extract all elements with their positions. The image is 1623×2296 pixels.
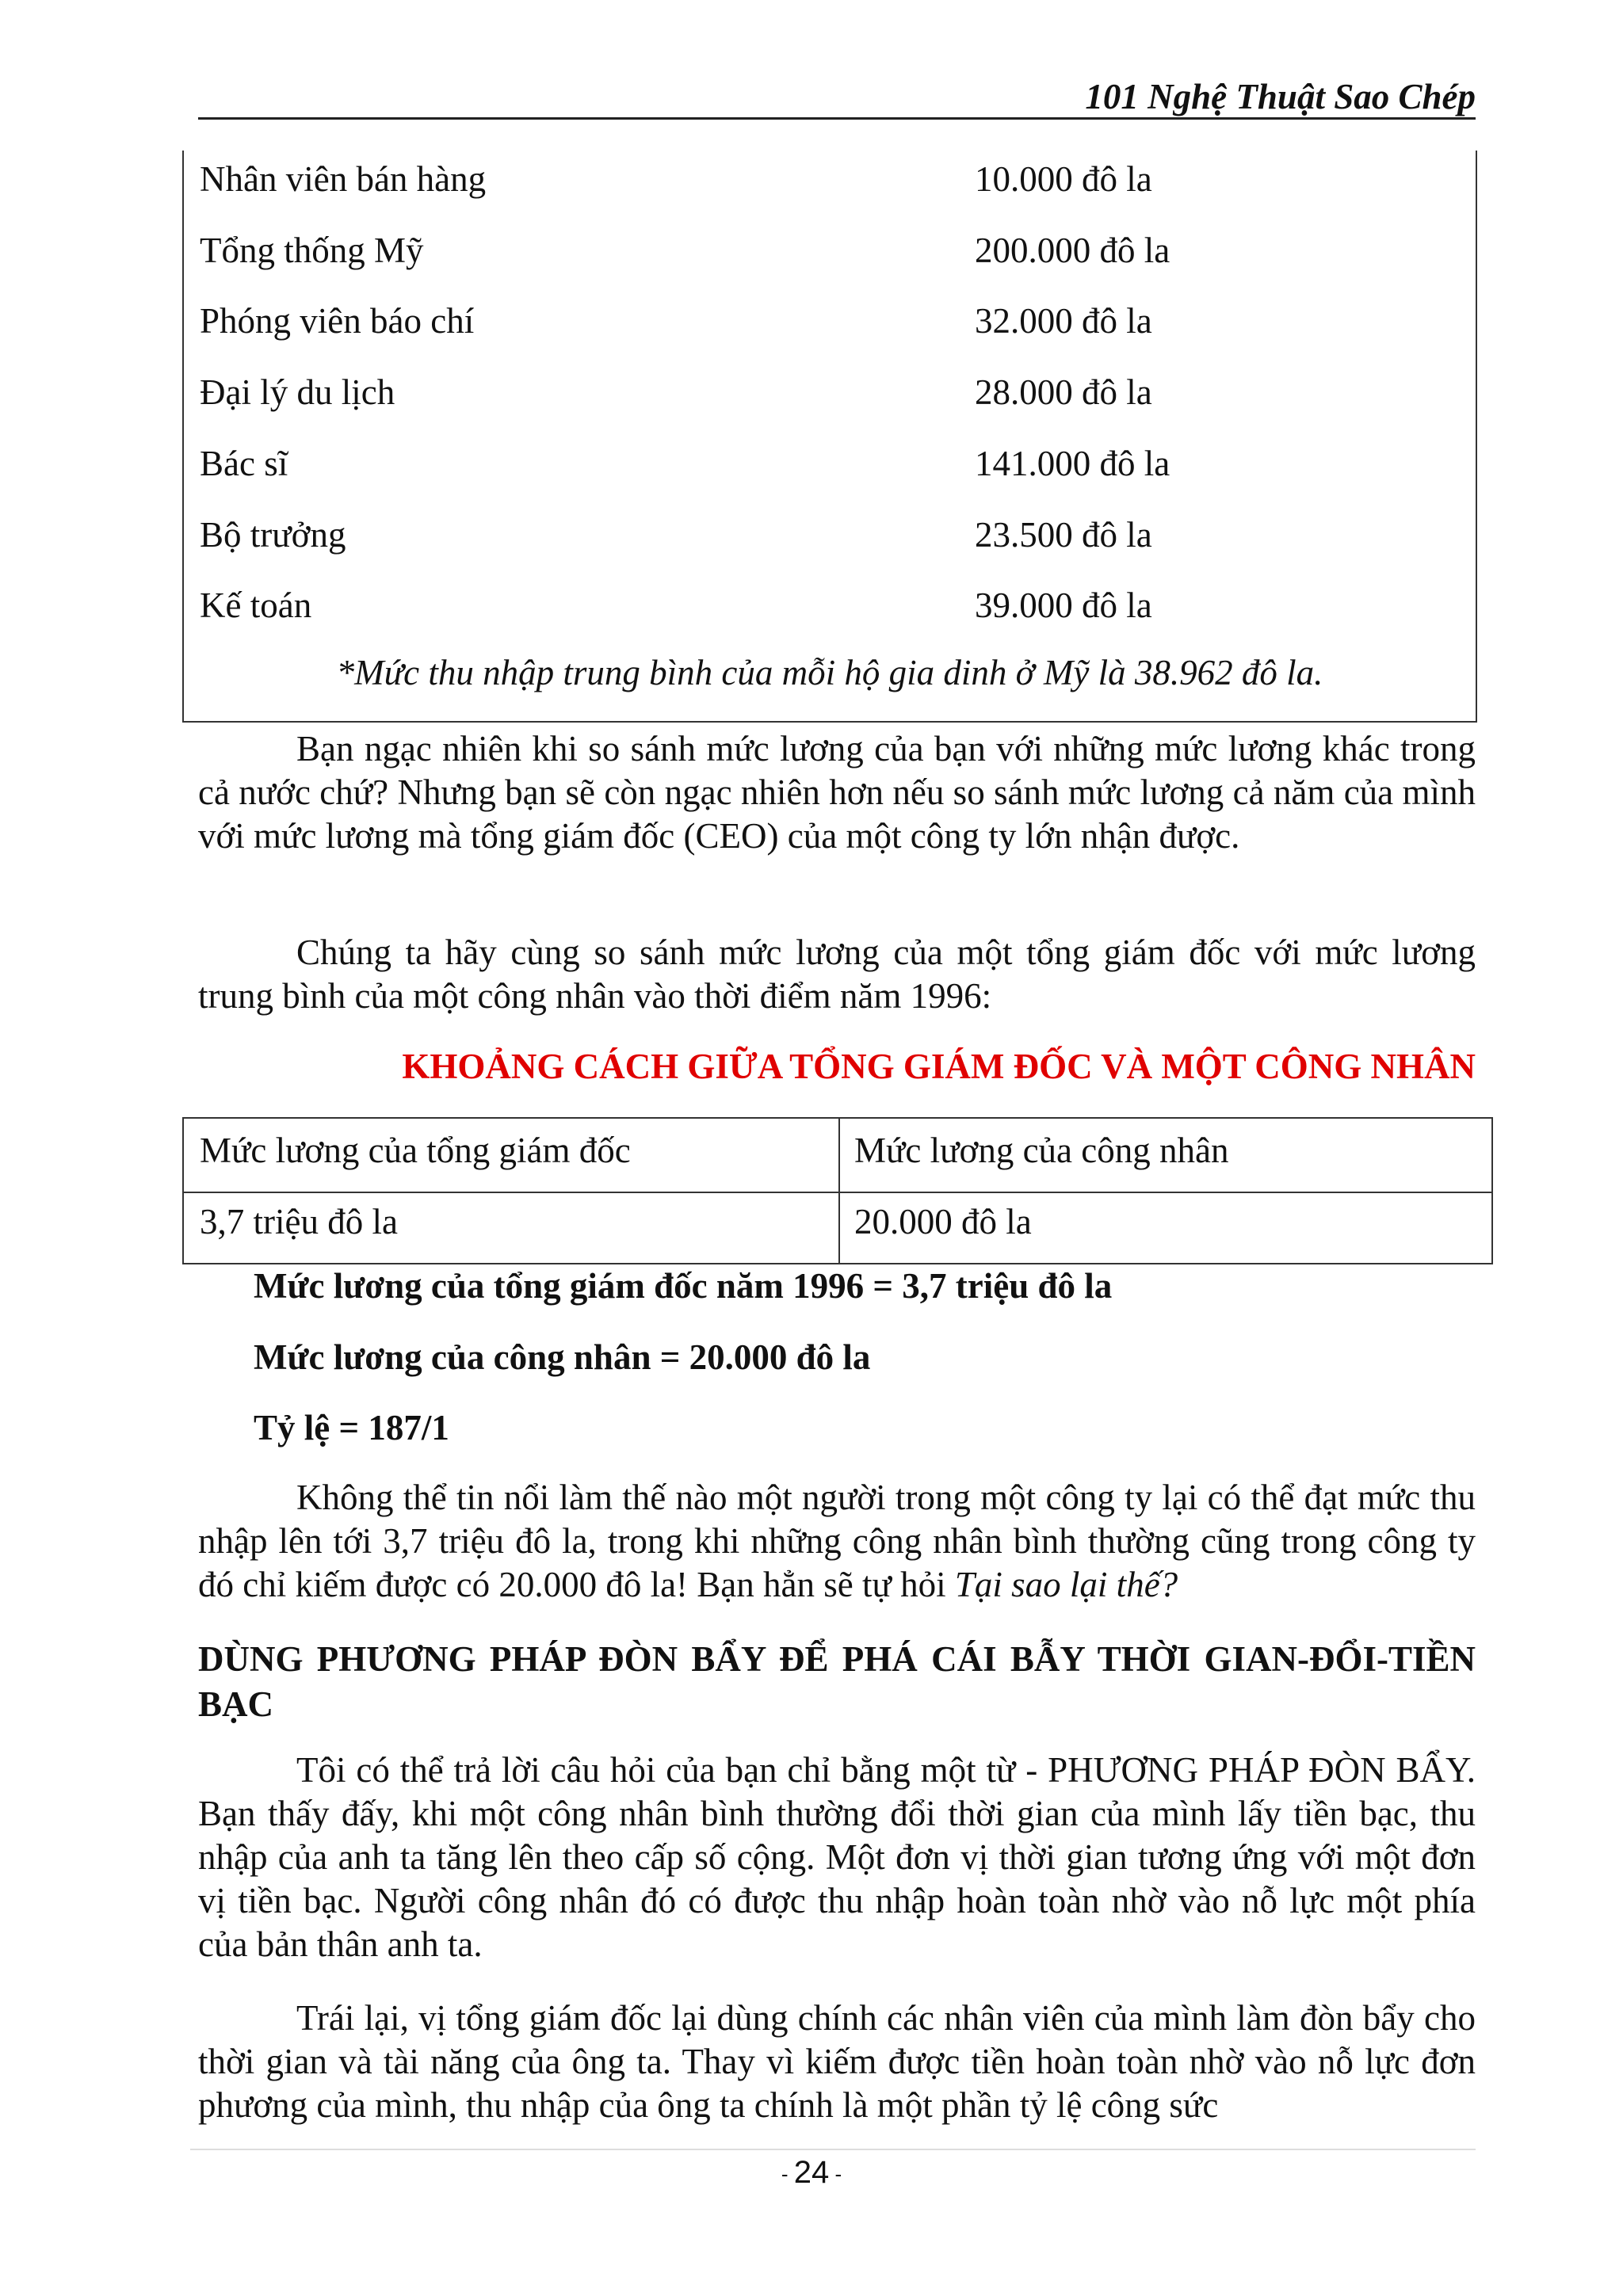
page-number-value: 24: [793, 2155, 830, 2190]
salary-row: [200, 230, 1460, 277]
salary-row: [200, 443, 1460, 490]
salary-row: [200, 300, 1460, 348]
paragraph-compare-intro: Chúng ta hãy cùng so sánh mức lương của một tổng giám đốc với mức lương trung bình của một công nhân vào thời điểm năm 1996:: [198, 933, 1476, 1016]
salary-amount: 28.000 đô la: [975, 372, 1152, 412]
salary-row: [200, 514, 1460, 562]
salary-amount: 141.000 đô la: [975, 444, 1170, 483]
salary-amount: 23.500 đô la: [975, 515, 1152, 555]
salary-row: [200, 158, 1460, 206]
footer-divider: [190, 2149, 1476, 2150]
job-title: Phóng viên báo chí: [200, 301, 475, 341]
value-ceo-salary: 3,7 triệu đô la: [200, 1202, 398, 1241]
summary-ceo-salary: Mức lương của tổng giám đốc năm 1996 = 3,7 triệu đô la: [254, 1266, 1113, 1306]
job-title: Đại lý du lịch: [200, 372, 395, 412]
salary-amount: 32.000 đô la: [975, 301, 1152, 341]
job-title: Kế toán: [200, 585, 312, 625]
paragraph-why: [198, 1476, 1476, 1607]
header-ceo-salary: Mức lương của tổng giám đốc: [200, 1131, 631, 1170]
salary-amount: 200.000 đô la: [975, 231, 1170, 270]
table-divider: [838, 1119, 840, 1263]
comparison-title: KHOẢNG CÁCH GIỮA TỔNG GIÁM ĐỐC VÀ MỘT CÔNG NHÂN: [402, 1047, 1476, 1086]
header-worker-salary: Mức lương của công nhân: [854, 1131, 1229, 1170]
page-header: [198, 70, 1476, 120]
job-title: Bác sĩ: [200, 444, 288, 483]
salary-note: *Mức thu nhập trung bình của mỗi hộ gia dinh ở Mỹ là 38.962 đô la.: [336, 653, 1323, 692]
summary-ratio: Tỷ lệ = 187/1: [254, 1408, 449, 1447]
paragraph-why-text: Không thể tin nổi làm thế nào một người trong một công ty lại có thể đạt mức thu nhập lên tới 3,7 triệu đô la, trong khi những công nhân bình thường cũng trong công ty đó chỉ kiếm được có 20.000 đô la! Bạn hẳn sẽ tự hỏi: [198, 1478, 1476, 1604]
paragraph-salary-surprise: Bạn ngạc nhiên khi so sánh mức lương của bạn với những mức lương khác trong cả nước chứ? Nhưng bạn sẽ còn ngạc nhiên hơn nếu so sánh mức lương cả năm của mình với mức lương mà tổng giám đốc (CEO) của một công ty lớn nhận được.: [198, 729, 1476, 856]
page-number: - 24 -: [781, 2155, 842, 2190]
salary-amount: 39.000 đô la: [975, 585, 1152, 625]
salary-amount: 10.000 đô la: [975, 159, 1152, 199]
job-title: Tổng thống Mỹ: [200, 231, 424, 270]
summary-worker-salary: Mức lương của công nhân = 20.000 đô la: [254, 1337, 871, 1377]
salary-row: [200, 585, 1460, 632]
paragraph-why-question: Tại sao lại thế?: [954, 1565, 1178, 1604]
table-divider: [184, 1192, 1491, 1193]
job-title: Bộ trưởng: [200, 515, 346, 555]
section-heading: DÙNG PHƯƠNG PHÁP ĐÒN BẨY ĐỂ PHÁ CÁI BẪY THỜI GIAN-ĐỔI-TIỀN BẠC: [198, 1639, 1476, 1724]
job-title: Nhân viên bán hàng: [200, 159, 487, 199]
paragraph-leverage: Tôi có thể trả lời câu hỏi của bạn chỉ bằng một từ - PHƯƠNG PHÁP ĐÒN BẨY. Bạn thấy đấy, khi một công nhân bình thường đổi thời gian của mình lấy tiền bạc, thu nhập của anh ta tăng lên theo cấp số cộng. Một đơn vị thời gian tương ứng với một đơn vị tiền bạc. Người công nhân đó có được thu nhập hoàn toàn nhờ vào nỗ lực một phía của bản thân anh ta.: [198, 1750, 1476, 1964]
comparison-table: [182, 1117, 1493, 1264]
book-title: 101 Nghệ Thuật Sao Chép: [1085, 77, 1476, 116]
salary-row: [200, 372, 1460, 419]
paragraph-ceo-leverage: Trái lại, vị tổng giám đốc lại dùng chính các nhân viên của mình làm đòn bẩy cho thời gian và tài năng của ông ta. Thay vì kiếm được tiền hoàn toàn nhờ vào nỗ lực đơn phương của mình, thu nhập của ông ta chính là một phần tỷ lệ công sức: [198, 1998, 1476, 2125]
value-worker-salary: 20.000 đô la: [854, 1202, 1032, 1241]
salary-table: [182, 151, 1477, 723]
